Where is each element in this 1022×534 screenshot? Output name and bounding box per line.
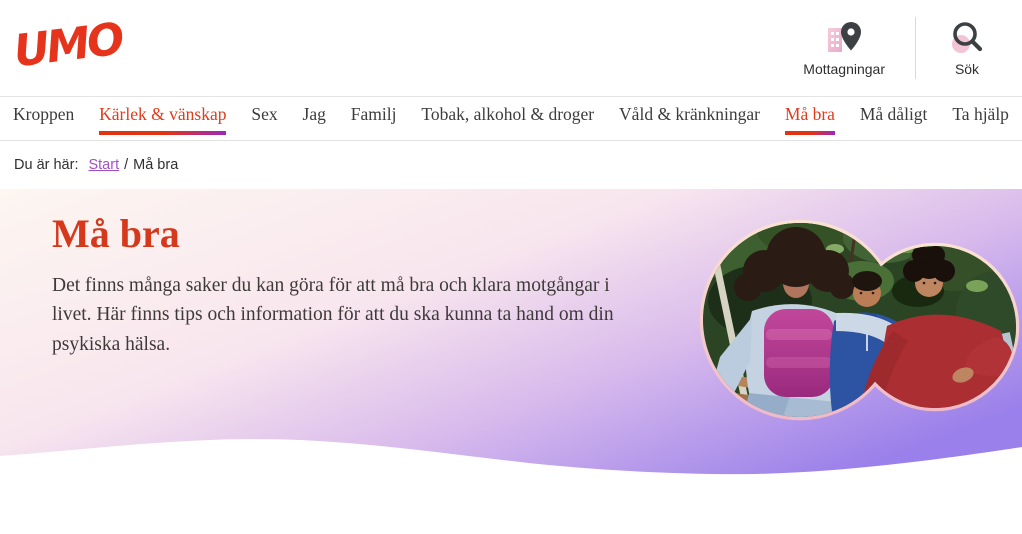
nav-item-ma-daligt[interactable]: Må dåligt [859,104,928,124]
main-nav [0,97,1022,141]
breadcrumb-prefix: Du är här: [14,157,79,173]
page-intro: Det finns många saker du kan göra för att må bra och klara motgångar i livet. Här finns tips och information för att du ska kunna ta hand om din psykiska hälsa. [52,275,614,355]
breadcrumb [0,141,1022,189]
search-icon [946,19,988,57]
site-header [0,0,1022,97]
nav-item-tobak-alkohol-droger[interactable]: Tobak, alkohol & droger [421,104,595,124]
nav-item-sex[interactable]: Sex [251,104,278,124]
search-label: Sök [954,61,980,77]
header-actions [795,0,996,96]
breadcrumb-link-start[interactable]: Start [88,157,120,173]
page-title: Må bra [52,211,180,256]
hero-section [0,189,1022,480]
nav-item-familj[interactable]: Familj [350,104,397,124]
breadcrumb-separator: / [124,157,129,173]
search-button[interactable] [938,9,996,87]
nav-item-ma-bra[interactable]: Må bra [785,100,835,137]
breadcrumb-current: Må bra [133,157,179,173]
nav-item-vald-krankningar[interactable]: Våld & kränkningar [619,104,760,124]
clinics-label: Mottagningar [803,61,885,77]
hero-text-block [52,211,627,359]
nav-item-ta-hjalp[interactable]: Ta hjälp [952,104,1009,124]
nav-item-kroppen[interactable]: Kroppen [13,104,75,124]
clinic-location-icon [823,19,865,57]
clinics-link[interactable] [795,9,893,87]
header-divider [915,17,916,79]
nav-item-jag[interactable]: Jag [302,104,326,124]
umo-logo[interactable]: UMO [10,13,125,78]
nav-item-karlek-vanskap[interactable]: Kärlek & vänskap [99,100,226,137]
